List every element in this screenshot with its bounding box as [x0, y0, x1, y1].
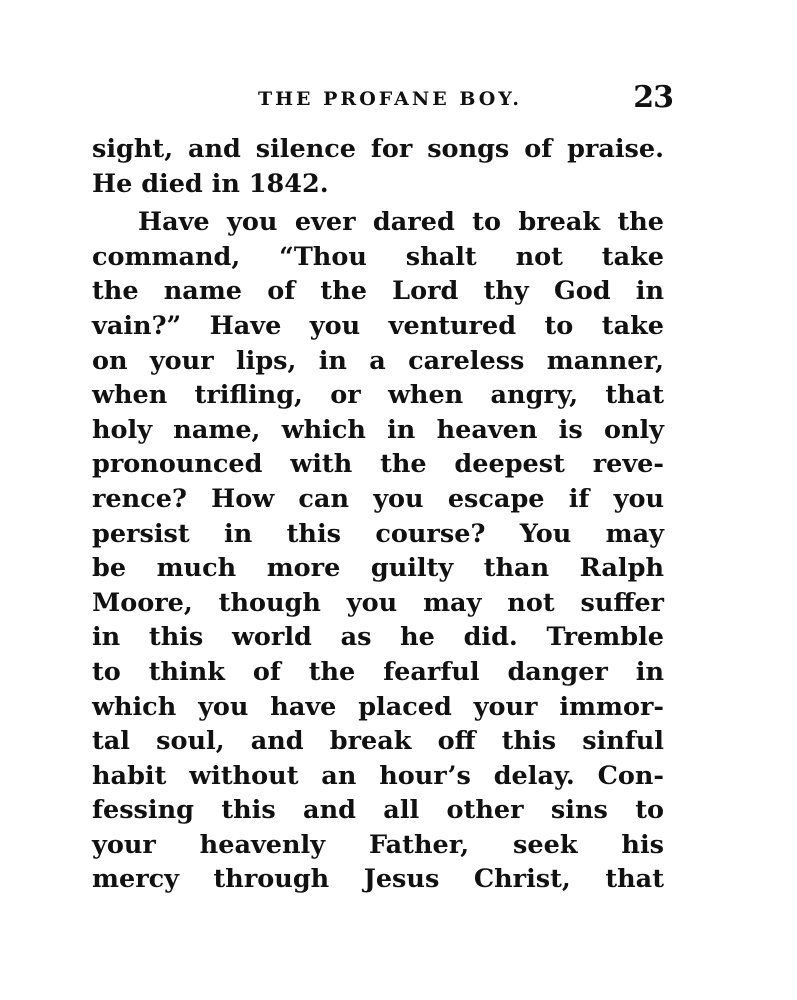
text-line: be much more guilty than Ralph [92, 553, 664, 584]
text-line: rence? How can you escape if you [92, 483, 664, 514]
text-line: which you have placed your immor- [92, 691, 664, 722]
text-line: habit without an hour’s delay. Con- [92, 760, 664, 791]
text-line: command, “Thou shalt not take [92, 241, 664, 272]
text-line: fessing this and all other sins to [92, 795, 664, 826]
text-line: He died in 1842. [92, 168, 329, 199]
text-line: mercy through Jesus Christ, that [92, 864, 664, 895]
text-line: vain?” Have you ventured to take [92, 310, 664, 341]
text-line: your heavenly Father, seek his [92, 829, 664, 860]
page-number: 23 [633, 80, 673, 115]
running-title: THE PROFANE BOY. [257, 88, 523, 110]
text-line: pronounced with the deepest reve- [92, 449, 664, 480]
running-head [95, 80, 685, 124]
text-line: Moore, though you may not suffer [92, 587, 664, 618]
text-line: when trifling, or when angry, that [92, 380, 664, 411]
text-line: Have you ever dared to break the [138, 207, 664, 238]
body-text [92, 132, 664, 897]
text-line: tal soul, and break off this sinful [92, 726, 664, 757]
text-line: on your lips, in a careless manner, [92, 345, 664, 376]
text-line: persist in this course? You may [92, 518, 664, 549]
text-line: in this world as he did. Tremble [92, 622, 664, 653]
text-line: the name of the Lord thy God in [92, 276, 664, 307]
text-line: sight, and silence for songs of praise. [92, 134, 664, 164]
text-line: to think of the fearful danger in [92, 656, 664, 687]
text-line: holy name, which in heaven is only [92, 414, 664, 445]
